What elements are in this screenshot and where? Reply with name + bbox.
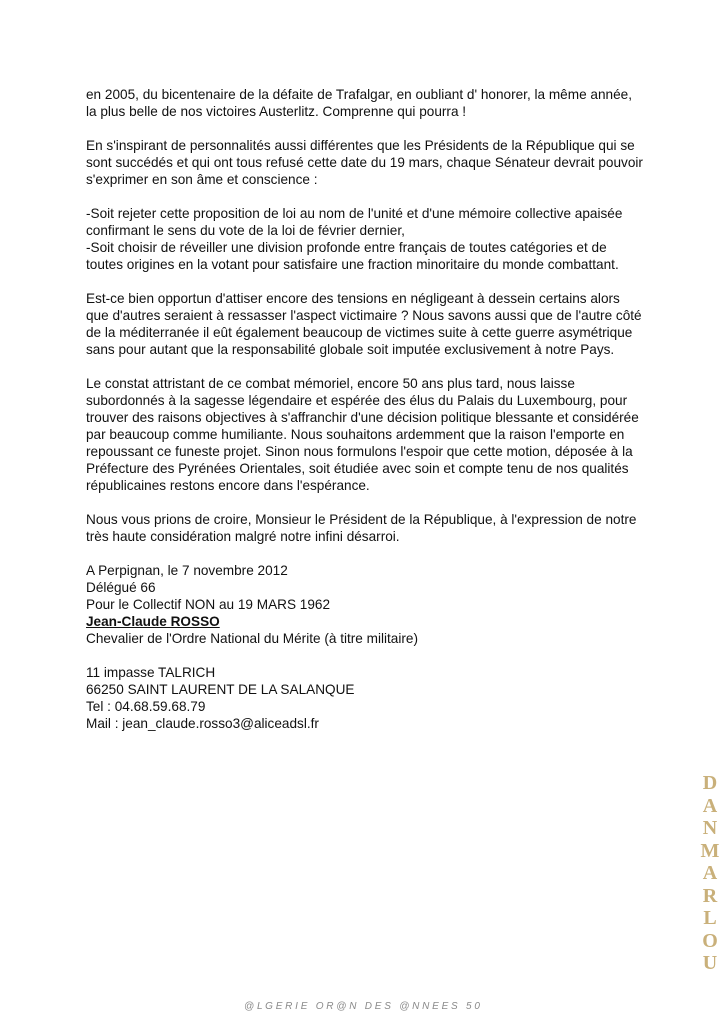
spacer xyxy=(86,647,646,664)
signature-block xyxy=(86,562,646,647)
delegate-label: Délégué 66 xyxy=(86,580,156,595)
paragraph-option-reject: -Soit rejeter cette proposition de loi au nom de l'unité et d'une mémoire collective apaisée confirmant le sens du vote de la loi de février dernier, xyxy=(86,206,623,238)
paragraph-tensions: Est-ce bien opportun d'attiser encore des tensions en négligeant à dessein certains alors que d'autres seraient à ressasser l'aspect victimaire ? Nous savons aussi que de l'autre côté de la méditerranée il eût également beaucoup de victimes suite à cette guerre asymétrique sans pour autant que la responsabilité globale soit imputée exclusivement à notre Pays. xyxy=(86,291,642,357)
paragraph-option-division: -Soit choisir de réveiller une division profonde entre français de toutes catégories et de toutes origines en la votant pour satisfaire une fraction minoritaire du monde combattant. xyxy=(86,240,619,272)
watermark-letter: A xyxy=(702,862,718,884)
address-block xyxy=(86,664,646,732)
address-street: 11 impasse TALRICH xyxy=(86,665,216,680)
paragraph-closing: Nous vous prions de croire, Monsieur le Président de la République, à l'expression de notre très haute considération malgré notre infini désarroi. xyxy=(86,512,637,544)
watermark-letter: N xyxy=(702,817,718,839)
address-mail: Mail : jean_claude.rosso3@aliceadsl.fr xyxy=(86,716,319,731)
paragraph-constat: Le constat attristant de ce combat mémoriel, encore 50 ans plus tard, nous laisse subordonnés à la sagesse légendaire et espérée des élus du Palais du Luxembourg, pour trouver des raisons objectives à s'affranchir d'une décision politique blessante et considérée par beaucoup comme humiliante. Nous souhaitons ardemment que la raison l'emporte en repoussant ce funeste projet. Sinon nous formulons l'espoir que cette motion, déposée à la Préfecture des Pyrénées Orientales, soit étudiée avec soin et compte tenu de nos qualités républicaines restons encore dans l'espérance. xyxy=(86,376,639,493)
paragraph-presidents: En s'inspirant de personnalités aussi différentes que les Présidents de la République qui se sont succédés et qui ont tous refusé cette date du 19 mars, chaque Sénateur devrait pouvoir s'exprimer en son âme et conscience : xyxy=(86,138,643,187)
watermark-letter: M xyxy=(700,839,720,862)
watermark-vertical xyxy=(700,772,720,975)
footer-banner: @ L G E R I E O R @ N D E S @ N N E E S 5 0 xyxy=(244,1001,480,1012)
signatory-name: Jean-Claude ROSSO xyxy=(86,614,220,629)
watermark-letter: A xyxy=(702,794,718,817)
signatory-title: Chevalier de l'Ordre National du Mérite (à titre militaire) xyxy=(86,631,418,646)
paragraph-trafalgar: en 2005, du bicentenaire de la défaite de Trafalgar, en oubliant d' honorer, la même année, la plus belle de nos victoires Austerlitz. Comprenne qui pourra ! xyxy=(86,87,632,119)
place-date: A Perpignan, le 7 novembre 2012 xyxy=(86,563,288,578)
watermark-letter: L xyxy=(703,907,717,929)
watermark-letter: R xyxy=(702,884,718,907)
watermark-letter: D xyxy=(702,772,718,794)
address-tel: Tel : 04.68.59.68.79 xyxy=(86,699,206,714)
address-city: 66250 SAINT LAURENT DE LA SALANQUE xyxy=(86,682,355,697)
collective-label: Pour le Collectif NON au 19 MARS 1962 xyxy=(86,597,331,612)
watermark-letter: O xyxy=(702,929,718,952)
watermark-letter: U xyxy=(702,952,718,974)
letter-body xyxy=(86,86,646,732)
